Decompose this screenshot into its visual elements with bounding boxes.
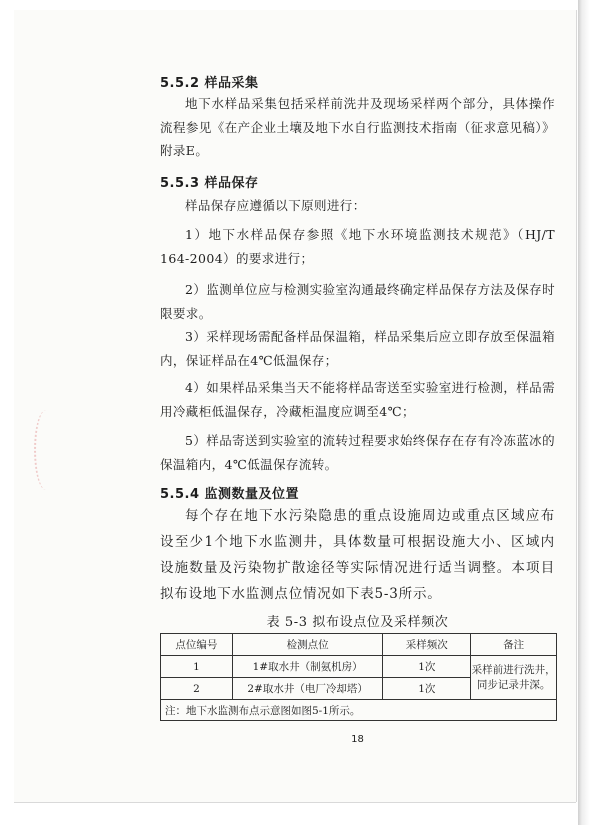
table-row bbox=[161, 656, 557, 678]
list-item-preservation-2: 2）监测单位应与检测实验室沟通最终确定样品保存方法及保存时限要求。 bbox=[160, 282, 555, 321]
cell-point-id: 2 bbox=[161, 678, 233, 700]
table-note: 注：地下水监测布点示意图如图5-1所示。 bbox=[161, 700, 557, 721]
sampling-table bbox=[160, 633, 557, 721]
cell-location: 1#取水井（制氨机房） bbox=[232, 656, 383, 678]
list-item-preservation-5: 5）样品寄送到实验室的流转过程要求始终保存在存有冷冻蓝冰的保温箱内，4℃低温保存流转。 bbox=[160, 433, 555, 472]
cell-location: 2#取水井（电厂冷却塔） bbox=[232, 678, 383, 700]
cell-remark: 采样前进行洗井，同步记录井深。 bbox=[471, 656, 557, 700]
header-point-id: 点位编号 bbox=[161, 634, 233, 656]
list-item-preservation-4: 4）如果样品采集当天不能将样品寄送至实验室进行检测，样品需用冷藏柜低温保存，冷藏柜温度应调至4℃； bbox=[160, 380, 555, 419]
table-caption: 表 5-3 拟布设点位及采样频次 bbox=[266, 615, 449, 630]
list-item-preservation-1: 1）地下水样品保存参照《地下水环境监测技术规范》（HJ/T 164-2004）的要求进行； bbox=[160, 227, 555, 266]
paragraph-preservation-intro: 样品保存应遵循以下原则进行： bbox=[185, 198, 366, 213]
paragraph-sample-collection: 地下水样品采集包括采样前洗井及现场采样两个部分，具体操作流程参见《在产企业土壤及地下水自行监测技术指南（征求意见稿）》附录E。 bbox=[160, 96, 555, 158]
table-note-row bbox=[161, 700, 557, 721]
cell-frequency: 1次 bbox=[383, 678, 471, 700]
header-remark: 备注 bbox=[471, 634, 557, 656]
list-item-preservation-3: 3）采样现场需配备样品保温箱，样品采集后应立即存放至保温箱内，保证样品在4℃低温保存； bbox=[160, 329, 555, 368]
heading-5-5-3: 5.5.3 样品保存 bbox=[160, 176, 259, 191]
page-number: 18 bbox=[351, 734, 364, 745]
header-frequency: 采样频次 bbox=[383, 634, 471, 656]
heading-5-5-4: 5.5.4 监测数量及位置 bbox=[160, 487, 300, 502]
cell-frequency: 1次 bbox=[383, 656, 471, 678]
table-header-row bbox=[161, 634, 557, 656]
header-location: 检测点位 bbox=[232, 634, 383, 656]
cell-point-id: 1 bbox=[161, 656, 233, 678]
paragraph-monitoring-quantity: 每个存在地下水污染隐患的重点设施周边或重点区域应布设至少1个地下水监测井，具体数量可根据设施大小、区域内设施数量及污染物扩散途径等实际情况进行适当调整。本项目拟布设地下水监测点位情况如下表5-3所示。 bbox=[160, 508, 555, 602]
heading-5-5-2: 5.5.2 样品采集 bbox=[160, 76, 259, 91]
